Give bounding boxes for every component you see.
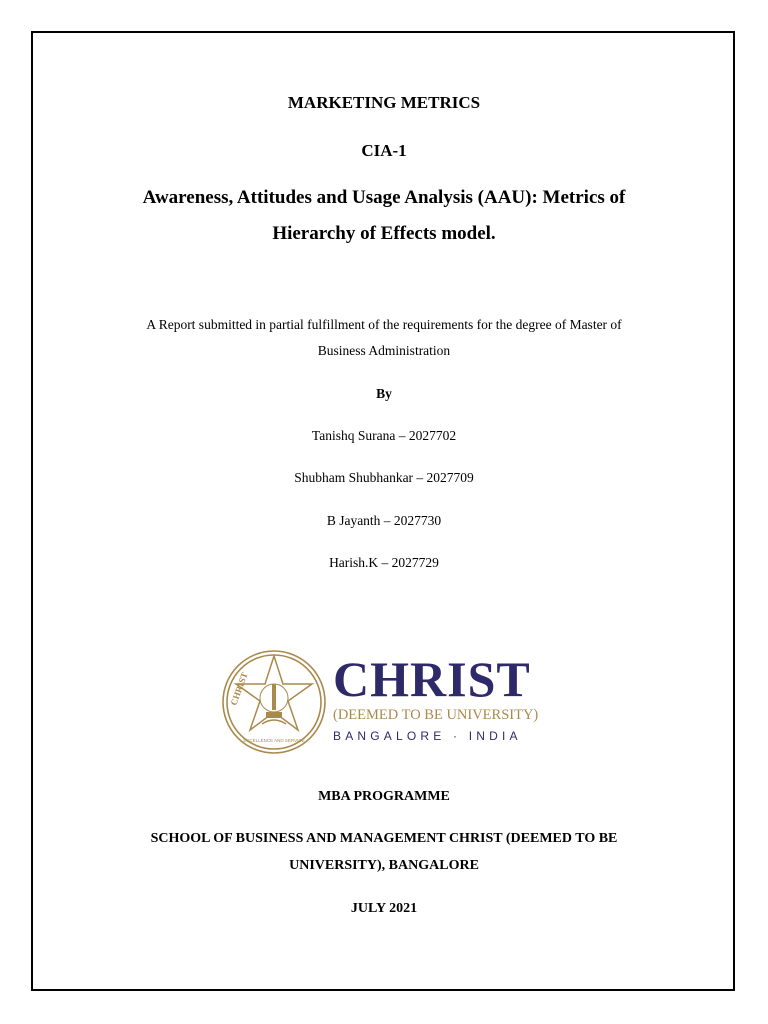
report-title-line-1: Awareness, Attitudes and Usage Analysis (AAU): Metrics of: [142, 187, 626, 208]
author-3: B Jayanth – 2027730: [326, 513, 442, 528]
author-1: Tanishq Surana – 2027702: [311, 428, 457, 443]
submission-line-1: A Report submitted in partial fulfillment of the requirements for the degree of Master of: [146, 317, 622, 332]
logo-subtitle: (DEEMED TO BE UNIVERSITY): [333, 707, 539, 723]
page-border: [31, 31, 735, 991]
university-logo: [333, 652, 548, 744]
submission-line-2: Business Administration: [317, 343, 451, 358]
by-label: By: [376, 386, 392, 401]
programme-label: MBA PROGRAMME: [318, 789, 450, 804]
seal-motto: EXCELLENCE AND SERVICE: [243, 738, 305, 743]
course-title: MARKETING METRICS: [287, 93, 481, 112]
report-title-line-2: Hierarchy of Effects model.: [272, 223, 496, 244]
logo-brand: CHRIST: [333, 651, 531, 707]
logo-location: BANGALORE · INDIA: [333, 729, 522, 743]
school-line-1: SCHOOL OF BUSINESS AND MANAGEMENT CHRIST (DEEMED TO BE: [150, 831, 618, 846]
seal-text: CHRIST: [228, 670, 250, 707]
report-date: JULY 2021: [350, 901, 418, 916]
assignment-label: CIA-1: [361, 141, 407, 160]
author-2: Shubham Shubhankar – 2027709: [294, 470, 474, 485]
school-line-2: UNIVERSITY), BANGALORE: [289, 858, 479, 873]
author-4: Harish.K – 2027729: [329, 555, 439, 570]
